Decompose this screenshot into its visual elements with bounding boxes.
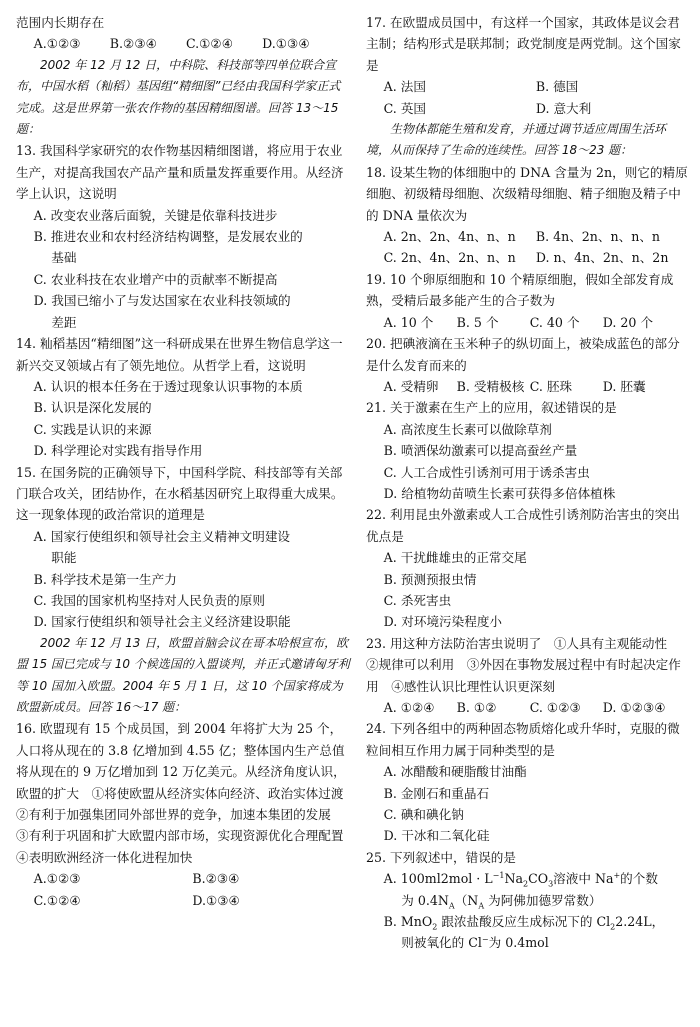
q25b-text-1: B. MnO [383, 914, 433, 930]
q19-options [366, 312, 688, 333]
option-b: B. 受精极核 [456, 378, 525, 394]
q13-option-a: A. 改变农业落后面貌，关键是依靠科技进步 [33, 207, 278, 223]
q25b2-sup: − [481, 935, 489, 945]
option-c: C.①②④ [33, 892, 81, 908]
q22-option-a: A. 干扰雌雄虫的正常交尾 [383, 550, 527, 566]
question-15: 15. 在国务院的正确领导下，中国科学院、科技部等有关部门联合攻关，团结协作，在水稻基因研究上取得重大成果。这一现象体现的政治常识的道理是 [16, 464, 344, 523]
q13-option-c: C. 农业科技在农业增产中的贡献率不断提高 [33, 271, 278, 287]
q24-option-c: C. 碘和碘化钠 [383, 807, 464, 823]
question-16: 16. 欧盟现有 15 个成员国，到 2004 年将扩大为 25 个，人口将从现在的 3.8 亿增加到 4.55 亿；整体国内生产总值将从现在的 9 万亿增加到 12 万亿美元。从经济角度认识，欧盟的扩大 ①将使欧盟从经济实体向经济、政治实体过渡 ②有利于加强集团同外部世界的竞争，加速本集团的发展 ③有利于巩固和扩大欧盟内部市场，实现资源优化合理配置 ④表明欧洲经济一体化进程加快 [16, 721, 357, 865]
option-a: A.①②③ [33, 871, 81, 887]
q15-option-a: A. 国家行使组织和领导社会主义精神文明建设 [33, 528, 291, 544]
q12-options [16, 33, 351, 54]
q22-option-d: D. 对环境污染程度小 [383, 614, 503, 630]
q13-option-d-cont: 差距 [51, 314, 77, 330]
option-b: B. 4n、2n、n、n、n [535, 229, 661, 245]
q21-option-a: A. 高浓度生长素可以做除草剂 [383, 421, 552, 437]
q25a2-text-1: 为 0.4N [401, 892, 449, 908]
q14-option-b: B. 认识是深化发展的 [33, 400, 152, 416]
q25b-sub-1: 2 [432, 922, 438, 932]
q13-option-b: B. 推进农业和农村经济结构调整，是发展农业的 [33, 229, 303, 245]
q14-option-d: D. 科学理论对实践有指导作用 [33, 443, 203, 459]
q17-options-row1 [366, 76, 688, 97]
q25a2-sub-1: A [448, 901, 455, 911]
question-18: 18. 设某生物的体细胞中的 DNA 含量为 2n，则它的精原细胞、初级精母细胞、次级精母细胞、精子细胞及精子中的 DNA 量依次为 [366, 164, 688, 223]
q24-option-b: B. 金刚石和重晶石 [383, 785, 490, 801]
option-a: A. 10 个 [383, 314, 434, 330]
q14-option-a: A. 认识的根本任务在于透过现象认识事物的本质 [33, 378, 303, 394]
q13-option-d: D. 我国已缩小了与发达国家在农业科技领域的 [33, 293, 291, 309]
option-b: B.②③④ [109, 36, 157, 52]
option-d: D.①③④ [262, 36, 310, 52]
q25a2-text-3: 为阿佛加德罗常数） [484, 892, 602, 908]
question-22: 22. 利用昆虫外激素或人工合成性引诱剂防治害虫的突出优点是 [366, 507, 680, 544]
q25a-sup-2: + [613, 871, 621, 881]
q25a-text-5: 的个数 [620, 871, 658, 887]
q25-option-b [366, 911, 688, 932]
question-24: 24. 下列各组中的两种固态物质熔化或升华时，克服的微粒间相互作用力属于同种类型的是 [366, 721, 680, 758]
passage-eu-summit: 2002 年 12 月 13 日，欧盟首脑会议在哥本哈根宣布，欧盟 15 国已完成与 10 个候选国的入盟谈判，并正式邀请匈牙利等 10 国加入欧盟。2004 年 5 月 1 日，这 10 个国家将成为欧盟新成员。回答 16～17 题： [16, 635, 350, 714]
q16-options-row2 [16, 890, 351, 911]
option-c: C. 40 个 [529, 314, 580, 330]
q13-option-b-cont: 基础 [51, 250, 77, 266]
q16-options-row1 [16, 868, 351, 889]
q20-options [366, 376, 688, 397]
q25a2-sub-2: A [478, 901, 485, 911]
option-b: B.②③④ [192, 871, 240, 887]
q24-option-d: D. 干冰和二氧化硅 [383, 828, 490, 844]
option-b: B. ①② [456, 700, 497, 715]
q24-option-a: A. 冰醋酸和硬脂酸甘油酯 [383, 764, 527, 780]
option-a: A. ①②④ [383, 700, 435, 715]
q15-option-c: C. 我国的国家机构坚持对人民负责的原则 [33, 592, 265, 608]
q25-option-a [366, 868, 688, 889]
option-c: C.①②④ [185, 36, 233, 52]
question-20: 20. 把碘液滴在玉米种子的纵切面上，被染成蓝色的部分是什么发育而来的 [366, 336, 680, 373]
passage-biology: 生物体都能生殖和发育，并通过调节适应周围生活环境，从而保持了生命的连续性。回答 18～23 题： [366, 122, 667, 158]
q21-option-b: B. 喷洒保幼激素可以提高蚕丝产量 [383, 443, 578, 459]
q25a-text-1: A. 100ml2mol · L [383, 871, 493, 887]
option-a: A. 受精卵 [383, 378, 439, 394]
q15-option-b: B. 科学技术是第一生产力 [33, 571, 177, 587]
option-c: C. 胚珠 [529, 378, 573, 394]
q25-option-a-cont [366, 890, 688, 911]
continuation-line: 范围内长期存在 [16, 15, 105, 30]
option-c: C. 2n、4n、2n、n、n [383, 250, 516, 266]
q25a-text-2: Na [504, 871, 523, 887]
option-b: B. 5 个 [456, 314, 499, 330]
q25b-text-3: 2.24L， [615, 914, 665, 930]
q21-option-d: D. 给植物幼苗喷生长素可获得多倍体植株 [383, 485, 616, 501]
q25b-text-2: 跟浓盐酸反应生成标况下的 Cl [437, 914, 611, 930]
q22-option-b: B. 预测预报虫情 [383, 571, 477, 587]
q25a2-text-2: （N [454, 892, 479, 908]
option-a: A. 法国 [383, 79, 426, 95]
q21-option-c: C. 人工合成性引诱剂可用于诱杀害虫 [383, 464, 590, 480]
q25b-sub-2: 2 [610, 922, 616, 932]
question-14: 14. 籼稻基因“精细图”这一科研成果在世界生物信息学这一新兴交叉领域占有了领先地位。从哲学上看，这说明 [16, 336, 343, 373]
option-b: B. 德国 [535, 79, 579, 95]
q25a-sub-2: 3 [548, 879, 554, 889]
option-a: A. 2n、2n、4n、n、n [383, 229, 516, 245]
q14-option-c: C. 实践是认识的来源 [33, 421, 152, 437]
q25a-text-3: CO [528, 871, 549, 887]
q25a-sup-1: −1 [492, 871, 505, 881]
question-25: 25. 下列叙述中，错误的是 [366, 849, 516, 865]
option-a: A.①②③ [33, 36, 81, 52]
question-17: 17. 在欧盟成员国中，有这样一个国家，其政体是议会君主制；结构形式是联邦制；政党制度是两党制。这个国家是 [366, 15, 681, 73]
q18-options-row1 [366, 226, 688, 247]
q25a-sub-1: 2 [523, 879, 529, 889]
q22-option-c: C. 杀死害虫 [383, 592, 452, 608]
right-column [366, 12, 688, 954]
left-column [16, 12, 357, 911]
q25-option-b-cont [366, 932, 688, 953]
option-d: D.①③④ [192, 892, 240, 908]
question-23: 23. 用这种方法防治害虫说明了 ①人具有主观能动性 ②规律可以利用 ③外因在事物发展过程中有时起决定作用 ④感性认识比理性认识更深刻 [366, 635, 681, 694]
question-21: 21. 关于激素在生产上的应用，叙述错误的是 [366, 400, 617, 416]
question-19: 19. 10 个卵原细胞和 10 个精原细胞，假如全部发育成熟，受精后最多能产生的合子数为 [366, 271, 674, 309]
q23-options [366, 697, 688, 718]
q25b2-text-2: 为 0.4mol [488, 935, 549, 951]
q18-options-row2 [366, 247, 688, 268]
q25b2-text-1: 则被氧化的 Cl [401, 935, 482, 951]
q17-options-row2 [366, 98, 688, 119]
passage-rice-genome: 2002 年 12 月 12 日，中科院、科技部等四单位联合宣布，中国水稻（籼稻）基因组“精细图”已经由我国科学家正式完成。这是世界第一张农作物的基因精细图谱。回答 13～15 题： [16, 57, 341, 137]
option-c: C. ①②③ [529, 700, 581, 715]
option-d: D. 意大利 [535, 100, 592, 116]
question-13: 13. 我国科学家研究的农作物基因精细图谱，将应用于农业生产，对提高我国农产品产量和质量发挥重要作用。从经济学上认识，这说明 [16, 143, 344, 202]
option-d: D. 20 个 [602, 314, 654, 330]
q15-option-d: D. 国家行使组织和领导社会主义经济建设职能 [33, 614, 291, 630]
q25a-text-4: 溶液中 Na [553, 871, 614, 887]
option-d: D. 胚囊 [602, 378, 646, 394]
option-d: D. ①②③④ [602, 700, 666, 715]
q15-option-a-cont: 职能 [51, 550, 77, 566]
option-c: C. 英国 [383, 100, 427, 116]
option-d: D. n、4n、2n、n、2n [535, 250, 669, 266]
